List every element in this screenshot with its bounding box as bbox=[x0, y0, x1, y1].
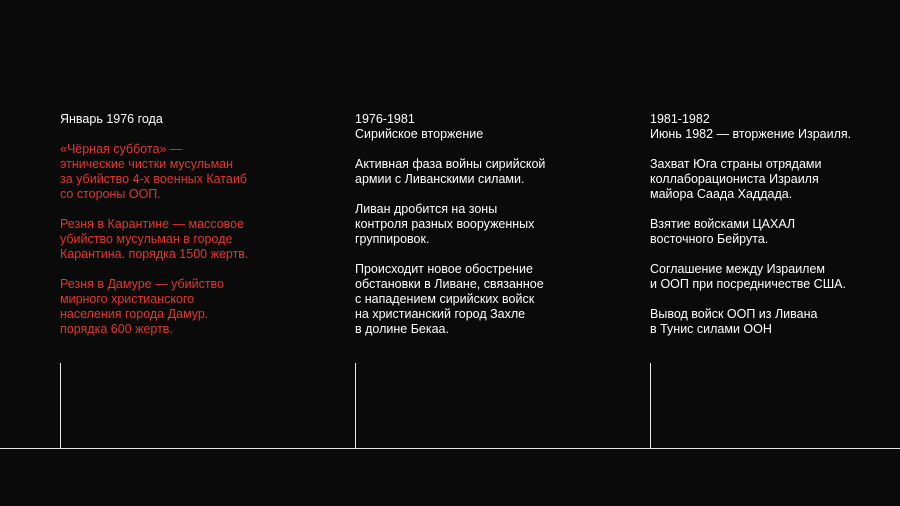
event-east-beirut: Взятие войсками ЦАХАЛ восточного Бейрута. bbox=[650, 217, 796, 246]
event-damour-massacre: Резня в Дамуре — убийство мирного христианского населения города Дамур. порядка 600 жертв. bbox=[60, 277, 225, 336]
timeline-column-1981-1982 bbox=[650, 112, 890, 337]
event-israel-plo-agreement: Соглашение между Израилем и ООП при посредничестве США. bbox=[650, 262, 846, 291]
column-heading: 1981-1982 Июнь 1982 — вторжение Израиля. bbox=[650, 112, 852, 141]
timeline-tick-1 bbox=[60, 363, 61, 449]
timeline-tick-3 bbox=[650, 363, 651, 449]
timeline-axis bbox=[0, 448, 900, 449]
column-heading: 1976-1981 Сирийское вторжение bbox=[355, 112, 484, 141]
timeline-column-1976 bbox=[60, 112, 300, 337]
event-zones-of-control: Ливан дробится на зоны контроля разных вооруженных группировок. bbox=[355, 202, 535, 246]
event-black-saturday: «Чёрная суббота» — этнические чистки мусульман за убийство 4-х военных Катаиб со стороны ООП. bbox=[60, 142, 247, 201]
column-heading: Январь 1976 года bbox=[60, 112, 163, 126]
event-plo-withdrawal: Вывод войск ООП из Ливана в Тунис силами ООН bbox=[650, 307, 818, 336]
event-karantina-massacre: Резня в Карантине — массовое убийство мусульман в городе Карантина. порядка 1500 жертв. bbox=[60, 217, 249, 261]
event-active-phase: Активная фаза войны сирийской армии с Ливанскими силами. bbox=[355, 157, 546, 186]
timeline-column-1976-1981 bbox=[355, 112, 595, 337]
event-south-capture: Захват Юга страны отрядами коллаборациониста Израиля майора Саада Хаддада. bbox=[650, 157, 822, 201]
event-zahle-attack: Происходит новое обострение обстановки в Ливане, связанное с нападением сирийских войск на христианский город Захле в долине Бекаа. bbox=[355, 262, 544, 336]
timeline-tick-2 bbox=[355, 363, 356, 449]
